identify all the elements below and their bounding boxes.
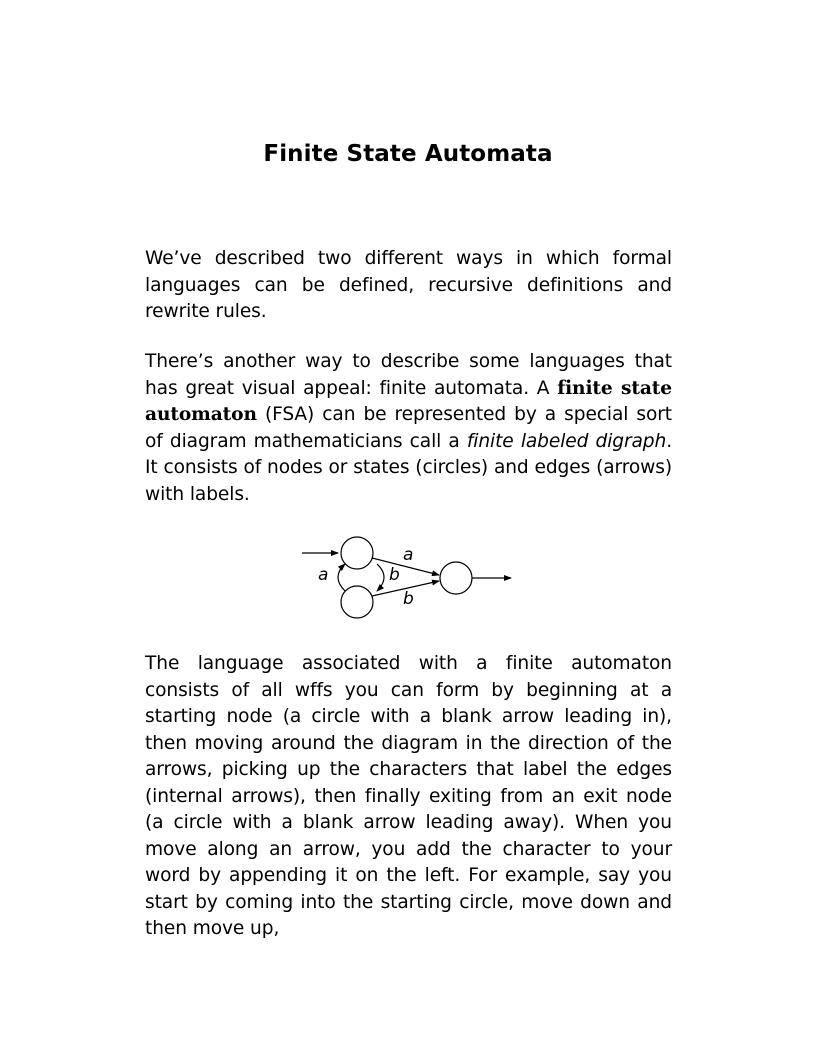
fsa-diagram [295,532,520,627]
edge-label-top-bottom: b [389,565,400,585]
edge-bottom-to-top [338,564,345,591]
defined-term: finite state automaton [145,377,672,425]
edge-label-bottom-top: a [318,565,329,585]
bottom-state [341,586,373,618]
paragraph-text: . It consists of nodes or states (circles) and edges (arrows) with labels. [145,430,673,505]
paragraph-text: There’s another way to describe some languages that has great visual appeal: finite automata. A [145,351,672,399]
paragraph-intro: We’ve described two different ways in which formal languages can be defined, recursive definitions and rewrite rules. [145,248,672,322]
edge-label-top-exit: a [403,545,414,565]
exit-state [440,562,472,594]
paragraph-text: (FSA) can be represented by a special sort of diagram mathematicians call a [145,404,672,452]
paragraph-language-definition: The language associated with a finite automaton consists of all wffs you can form by beginning at a starting node (a circle with a blank arrow leading in), then moving around the diagram in the direction of the arrows, picking up the characters that label the edges (internal arrows), then finally exiting from an exit node (a circle with a blank arrow leading away). When you move along an arrow, you add the character to your word by appending it on the left. For example, say you start by coming into the starting circle, move down and then move up, [145,653,672,939]
start-state [341,537,373,569]
emphasized-term: finite labeled digraph [466,430,667,452]
edge-top-to-bottom [377,564,384,591]
page-title: Finite State Automata [263,141,553,167]
edge-label-bottom-exit: b [403,589,414,609]
paragraph-fsa-definition [145,349,672,508]
